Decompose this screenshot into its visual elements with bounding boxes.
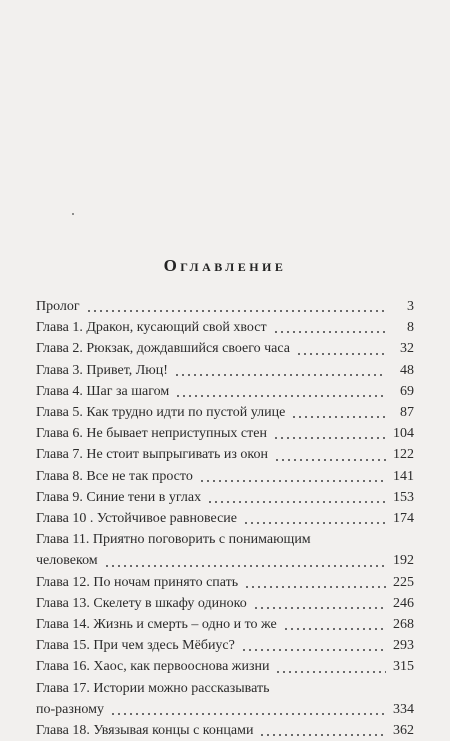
- toc-entry: [36, 381, 414, 402]
- toc-entry-title: Глава 11. Приятно поговорить с понимающим: [36, 532, 311, 548]
- toc-entry-page: 246: [393, 595, 414, 611]
- toc-entry-title: Глава 6. Не бывает неприступных стен: [36, 426, 267, 442]
- toc-entry: [36, 656, 414, 677]
- toc-entry-page: 315: [393, 659, 414, 675]
- dot-leader: [291, 415, 386, 419]
- toc-entry: [36, 360, 414, 381]
- toc-heading: Оглавление: [163, 256, 287, 275]
- toc-entry-page: 104: [393, 426, 414, 442]
- toc-entry-page: 174: [393, 511, 414, 527]
- toc-entry-page: 69: [400, 383, 414, 399]
- toc-entry: [36, 338, 414, 359]
- toc-entry-page: 141: [393, 468, 414, 484]
- table-of-contents: [36, 296, 414, 741]
- toc-entry-page: 122: [393, 447, 414, 463]
- dot-leader: [273, 436, 386, 440]
- toc-entry-page: 48: [400, 362, 414, 378]
- dot-leader: [104, 564, 386, 568]
- dot-leader: [241, 648, 386, 652]
- toc-entry-title: Глава 9. Синие тени в углах: [36, 489, 202, 505]
- toc-entry-page: 293: [393, 638, 414, 654]
- toc-entry-title: Глава 3. Привет, Люц!: [36, 362, 168, 378]
- toc-entry-title: Глава 14. Жизнь и смерть – одно и то же: [36, 617, 277, 633]
- dot-leader: [296, 352, 386, 356]
- dot-leader: [243, 521, 386, 525]
- toc-entry: [36, 444, 414, 465]
- toc-entry-page: 334: [393, 701, 414, 717]
- dot-leader: [259, 733, 386, 737]
- page-mark: [72, 213, 74, 215]
- toc-entry-title: Глава 15. При чем здесь Мёбиус?: [36, 638, 235, 654]
- toc-entry-title: Глава 1. Дракон, кусающий свой хвост: [36, 320, 267, 336]
- toc-entry-page: 8: [407, 320, 414, 336]
- toc-entry: [36, 487, 414, 508]
- toc-entry: [36, 699, 414, 720]
- toc-entry: [36, 423, 414, 444]
- toc-entry: [36, 678, 414, 699]
- toc-entry-title: Глава 18. Увязывая концы с концами: [36, 723, 254, 739]
- toc-entry: [36, 508, 414, 529]
- toc-entry-page: 3: [407, 299, 414, 314]
- dot-leader: [275, 670, 386, 674]
- toc-entry: [36, 550, 414, 571]
- dot-leader: [274, 458, 386, 462]
- dot-leader: [86, 309, 386, 313]
- toc-entry-page: 87: [400, 405, 414, 421]
- toc-entry-title: Глава 17. Истории можно рассказывать: [36, 680, 270, 696]
- toc-entry-page: 225: [393, 574, 414, 590]
- dot-leader: [273, 330, 386, 334]
- toc-entry-title: Пролог: [36, 299, 80, 314]
- dot-leader: [244, 585, 386, 589]
- dot-leader: [174, 373, 386, 377]
- toc-entry: [36, 635, 414, 656]
- dot-leader: [199, 479, 386, 483]
- toc-entry-title: Глава 10 . Устойчивое равновесие: [36, 511, 238, 527]
- toc-entry: [36, 402, 414, 423]
- dot-leader: [283, 627, 386, 631]
- dot-leader: [110, 712, 386, 716]
- toc-entry-page: 362: [393, 723, 414, 739]
- toc-entry-page: 192: [393, 553, 414, 569]
- toc-entry-title: Глава 2. Рюкзак, дождавшийся своего часа: [36, 341, 290, 357]
- toc-entry: [36, 720, 414, 741]
- toc-entry-title: Глава 5. Как трудно идти по пустой улице: [36, 405, 286, 421]
- toc-entry: [36, 296, 414, 317]
- toc-entry-page: 153: [393, 489, 414, 505]
- dot-leader: [207, 500, 386, 504]
- toc-entry: [36, 593, 414, 614]
- toc-entry: [36, 614, 414, 635]
- toc-entry: [36, 529, 414, 550]
- dot-leader: [175, 394, 386, 398]
- toc-entry: [36, 466, 414, 487]
- toc-entry-page: 32: [400, 341, 414, 357]
- toc-entry-title: Глава 8. Все не так просто: [36, 468, 193, 484]
- toc-entry: [36, 572, 414, 593]
- toc-entry-title: Глава 7. Не стоит выпрыгивать из окон: [36, 447, 268, 463]
- toc-entry-title: Глава 12. По ночам принято спать: [36, 574, 239, 590]
- toc-entry-title: Глава 4. Шаг за шагом: [36, 383, 170, 399]
- toc-entry-title: человеком: [36, 553, 98, 569]
- toc-entry-title: Глава 16. Хаос, как первооснова жизни: [36, 659, 270, 675]
- toc-entry: [36, 317, 414, 338]
- toc-entry-title: Глава 13. Скелету в шкафу одиноко: [36, 595, 247, 611]
- dot-leader: [253, 606, 386, 610]
- toc-entry-page: 268: [393, 617, 414, 633]
- toc-entry-title: по-разному: [36, 701, 104, 717]
